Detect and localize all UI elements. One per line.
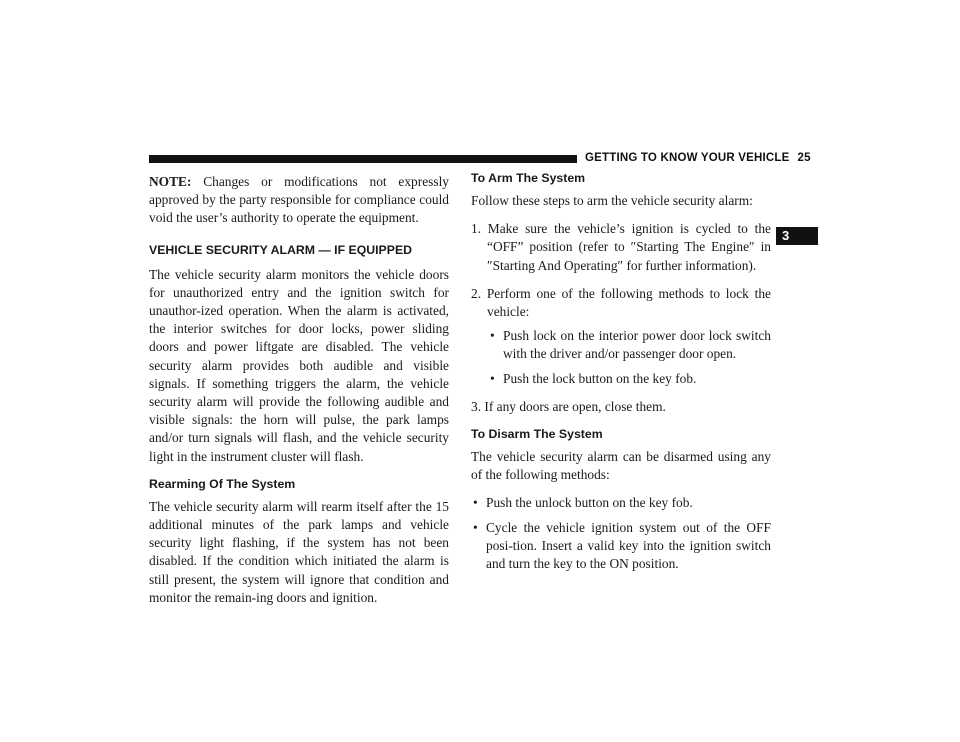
bullet-icon: • <box>490 328 495 344</box>
arm-step-1: 1. Make sure the vehicle’s ignition is cycled to the “OFF” position (refer to ″Starting The Engine″ in ″Starting And Operating″ for further information). <box>471 221 771 273</box>
section-paragraph: The vehicle security alarm monitors the vehicle doors for unauthorized entry and the ignition switch for unauthor-ized operation. When the alarm is activated, the interior switches for door locks, power sliding doors and power liftgate are disabled. The vehicle security alarm provides both audible and visible signals. If something triggers the alarm, the vehicle security alarm will provide the following audible and visible signals: the horn will pulse, the park lamps and/or turn signals will flash, and the vehicle security light in the instrument cluster will flash. <box>149 266 449 464</box>
bullet-icon: • <box>473 495 478 511</box>
arm-step-2: 2. Perform one of the following methods to lock the vehicle: <box>471 285 771 320</box>
note-label: NOTE: <box>149 174 192 189</box>
bullet-icon: • <box>490 370 495 386</box>
rearming-paragraph: The vehicle security alarm will rearm itself after the 15 additional minutes of the park lamps and vehicle security light flashing, if the system has not been disabled. If the condition which initiated the alarm is still present, the system will ignore that condition and monitor the remain-ing doors and ignition. <box>149 498 449 605</box>
list-item: • Push the lock button on the key fob. <box>471 370 771 388</box>
list-item: • Push the unlock button on the key fob. <box>471 494 771 512</box>
chapter-tab: 3 <box>776 227 818 245</box>
running-header <box>585 152 811 164</box>
chapter-title: GETTING TO KNOW YOUR VEHICLE <box>585 152 790 164</box>
disarm-heading: To Disarm The System <box>471 427 603 442</box>
arm-intro: Follow these steps to arm the vehicle security alarm: <box>471 193 753 208</box>
right-column <box>471 170 771 583</box>
list-item: • Push lock on the interior power door lock switch with the driver and/or passenger door open. <box>490 328 771 362</box>
section-heading: VEHICLE SECURITY ALARM — IF EQUIPPED <box>149 242 413 257</box>
left-column <box>149 173 449 617</box>
disarm-intro: The vehicle security alarm can be disarmed using any of the following methods: <box>471 449 771 483</box>
header-rule <box>149 155 577 163</box>
note-paragraph <box>149 173 449 228</box>
rearming-heading: Rearming Of The System <box>149 476 296 491</box>
page-number: 25 <box>797 152 811 164</box>
arm-heading: To Arm The System <box>471 171 586 185</box>
note-text: Changes or modifications not expressly approved by the party responsible for compliance could void the user’s authority to operate the equipment. <box>149 174 449 226</box>
arm-step-3: 3. If any doors are open, close them. <box>471 398 666 414</box>
list-item: • Cycle the vehicle ignition system out of the OFF posi-tion. Insert a valid key into the ignition switch and turn the key to the ON position. <box>473 519 771 572</box>
bullet-icon: • <box>473 519 478 535</box>
